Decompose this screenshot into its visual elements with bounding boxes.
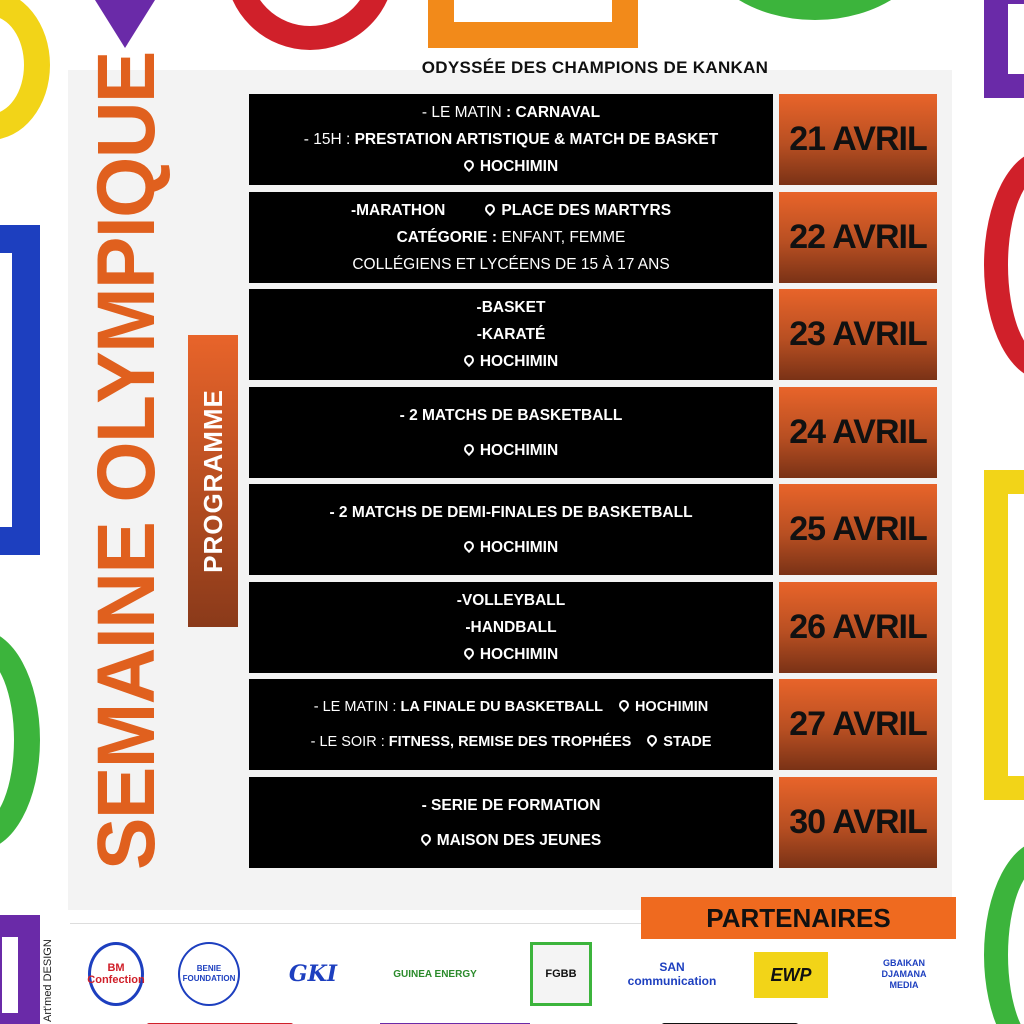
schedule-row-27 — [249, 679, 937, 770]
location-pin-icon — [462, 353, 476, 367]
vertical-title: SEMAINE OLYMPIQUE — [80, 52, 172, 870]
location-pin-icon — [483, 202, 497, 216]
schedule-date: 25 AVRIL — [779, 484, 937, 575]
schedule-date: 30 AVRIL — [779, 777, 937, 868]
schedule-row-26 — [249, 582, 937, 673]
location-pin-icon — [462, 158, 476, 172]
schedule-details: - LE MATIN : CARNAVAL - 15H : PRESTATION ARTISTIQUE & MATCH DE BASKET HOCHIMIN — [249, 94, 773, 185]
decor-ring-green-top — [700, 0, 930, 20]
partner-logo-gki: GKI — [288, 961, 338, 987]
programme-label: PROGRAMME — [198, 389, 228, 573]
decor-ring-red-right — [984, 150, 1024, 380]
schedule-date: 22 AVRIL — [779, 192, 937, 283]
partner-logo-fgbb: FGBB — [530, 942, 592, 1006]
location-pin-icon — [462, 646, 476, 660]
schedule-details: - LE MATIN : LA FINALE DU BASKETBALL HOCHIMIN - LE SOIR : FITNESS, REMISE DES TROPHÉES STADE — [249, 679, 773, 770]
schedule-details: -VOLLEYBALL -HANDBALL HOCHIMIN — [249, 582, 773, 673]
partner-logo-ewp: EWP — [754, 952, 828, 998]
decor-triangle-purple-top — [95, 0, 155, 48]
decor-square-purple-right — [984, 0, 1024, 98]
decor-square-orange-top — [428, 0, 638, 48]
schedule-details: - 2 MATCHS DE BASKETBALL HOCHIMIN — [249, 387, 773, 478]
decor-square-purple-left — [0, 915, 40, 1024]
design-credit: Art'med DESIGN — [42, 939, 54, 1022]
location-pin-icon — [462, 441, 476, 455]
schedule-date: 27 AVRIL — [779, 679, 937, 770]
schedule-date: 24 AVRIL — [779, 387, 937, 478]
location-pin-icon — [419, 831, 433, 845]
location-pin-icon — [645, 732, 659, 746]
schedule-details: -MARATHON PLACE DES MARTYRS CATÉGORIE : ENFANT, FEMME COLLÉGIENS ET LYCÉENS DE 15 À 17 ANS — [249, 192, 773, 283]
page-title: ODYSSÉE DES CHAMPIONS DE KANKAN — [421, 58, 769, 77]
location-pin-icon — [462, 538, 476, 552]
schedule-row-21 — [249, 94, 937, 185]
partner-logo-benie: BENIE FOUNDATION — [178, 942, 240, 1006]
decor-ring-yellow-left — [0, 0, 50, 140]
schedule-row-23 — [249, 289, 937, 380]
programme-badge — [188, 335, 238, 627]
schedule-row-24 — [249, 387, 937, 478]
partners-title: PARTENAIRES — [641, 897, 956, 939]
schedule-details: - 2 MATCHS DE DEMI-FINALES DE BASKETBALL HOCHIMIN — [249, 484, 773, 575]
partner-logo-guinea-energy: GUINEA ENERGY — [393, 968, 477, 980]
partner-logo-bm-confection: BM Confection — [88, 942, 144, 1006]
partner-logo-san-communication: SAN communication — [627, 960, 717, 988]
schedule-row-25 — [249, 484, 937, 575]
schedule-row-22 — [249, 192, 937, 283]
decor-square-blue-left — [0, 225, 40, 555]
decor-square-yellow-right — [984, 470, 1024, 800]
schedule-details: - SERIE DE FORMATION MAISON DES JEUNES — [249, 777, 773, 868]
decor-ring-red-top — [225, 0, 395, 50]
schedule-row-30 — [249, 777, 937, 868]
schedule-details: -BASKET -KARATÉ HOCHIMIN — [249, 289, 773, 380]
schedule-date: 26 AVRIL — [779, 582, 937, 673]
decor-ring-green-right — [984, 840, 1024, 1024]
schedule-date: 21 AVRIL — [779, 94, 937, 185]
decor-ring-green-left — [0, 630, 40, 850]
partner-logo-gbaikan-djamana-media: GBAIKAN DJAMANA MEDIA — [881, 957, 927, 990]
schedule-date: 23 AVRIL — [779, 289, 937, 380]
location-pin-icon — [617, 697, 631, 711]
